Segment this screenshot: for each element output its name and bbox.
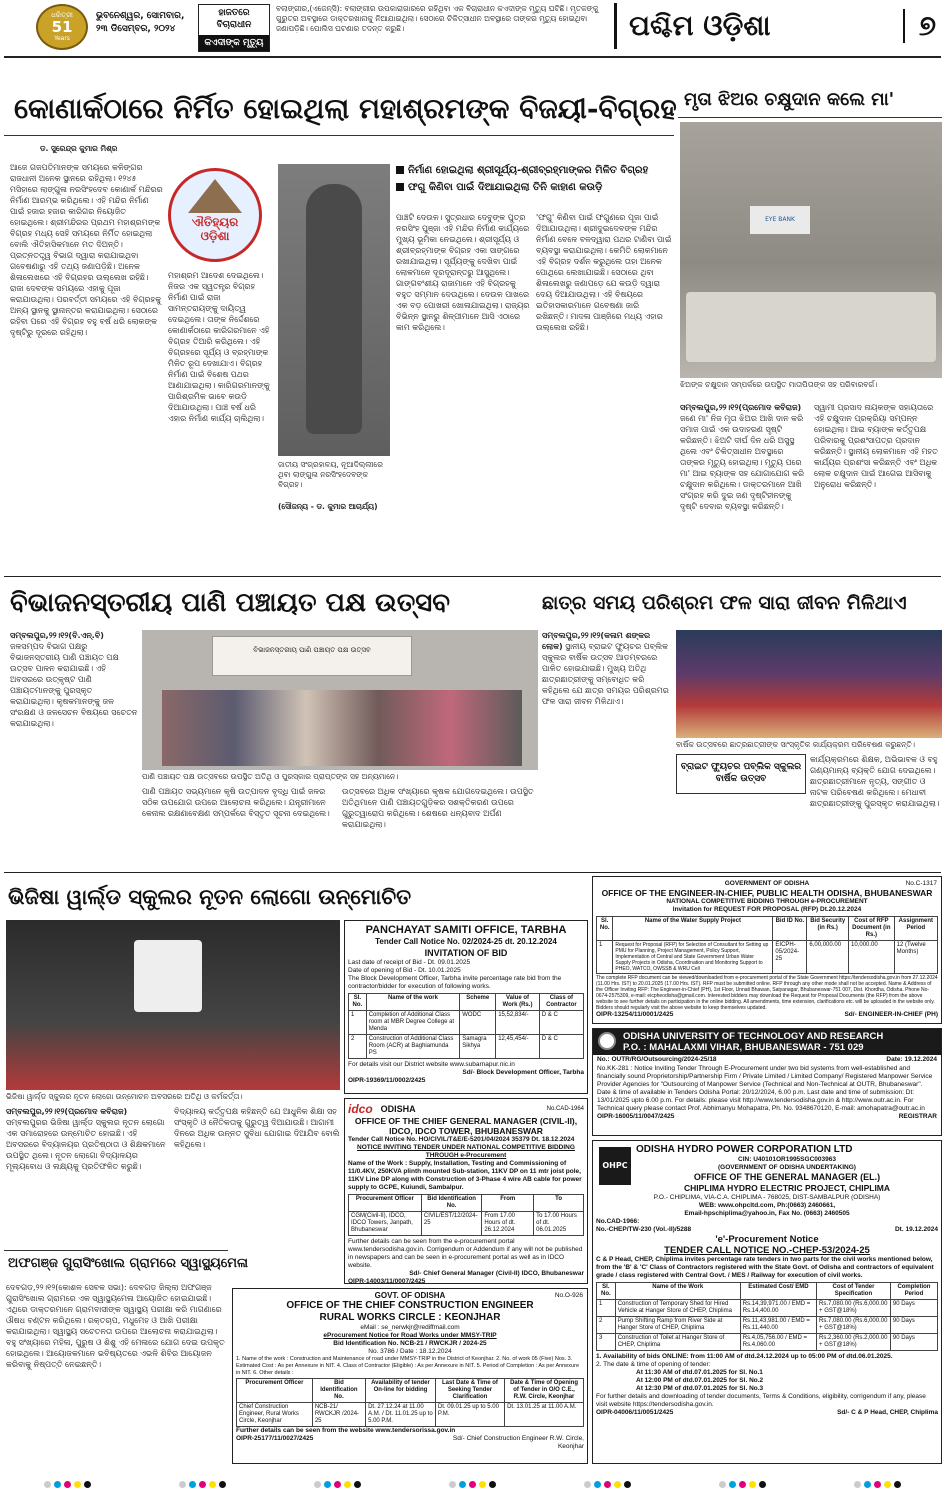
tarbha-body: The Block Development Officer, Tarbha invite percentage rate bid from the contractor/bidder for execution of following works. <box>348 975 562 990</box>
idco-logo-row <box>348 1102 584 1116</box>
table-cell: 12 (Twelve Months) <box>894 941 937 974</box>
masthead-date <box>96 10 196 36</box>
registration-dot <box>739 1481 746 1488</box>
table-header-cell: Estimated Cost/ EMD <box>740 1283 816 1300</box>
rw-bid: Bid Identification No. NCB-21 / RWCKJR / 2024-25 <box>333 1340 487 1347</box>
ohpc-mail: Email-hpschiplima@yahoo.in, Fax No. (0663) 2460505 <box>684 1210 850 1217</box>
eye-caption: ଝିଅଙ୍କ ଚକ୍ଷୁଦାନ ସମ୍ପର୍କରେ ଉପସ୍ଥିତ ମାତାପିତାଙ୍କ ସହ ପରିବାରବର୍ଗ। <box>680 380 878 389</box>
ohpc-sub: 'e'-Procurement Notice <box>715 1234 819 1245</box>
health-headline: ଅଫଗଞ୍ଜ ଗୁରାସିଂଖୋଲ ଗ୍ରାମରେ ସ୍ୱାସ୍ଥ୍ୟମେଳା <box>8 1256 248 1271</box>
heritage-logo <box>168 168 262 262</box>
ohpc-gov: (GOVERNMENT OF ODISHA UNDERTAKING) <box>718 1164 856 1171</box>
water-col-1-text: ଜଳସମ୍ପଦ ବିଭାଗ ପକ୍ଷରୁ ବିଭାଜନସ୍ତରୀୟ ପାଣି ପଞ୍ଚାୟତ ପକ୍ଷ ଉତ୍ସବ ପାଳନ କରାଯାଇଛି। ଏହି ଅବସରରେ ଉତ୍କୃଷ୍ଟ ପାଣି ପଞ୍ଚାୟତମାନଙ୍କୁ ପୁରସ୍କୃତ କରାଯାଇଥିଲା। କୃଷକମାନଙ୍କୁ ଜଳ ସଂରକ୍ଷଣ ଓ ଜଳସେଚନ ବିଷୟରେ ସଚେତନ କରାଯାଇଥିଲା। <box>10 642 138 728</box>
table-row <box>597 1317 938 1334</box>
eye-col-1 <box>680 402 808 572</box>
outr-no: No.: OUTR/RG/Outsourcing/2024-25/18 <box>597 1056 717 1063</box>
tarbha-table <box>348 993 584 1059</box>
registration-dot <box>584 1481 591 1488</box>
table-header-cell: Scheme <box>460 994 496 1011</box>
rw-items: 1. Name of the work : Construction and Maintenance of road under MMSY-TRIP in the District of Keonjhar. 2. No. of work 05 (Five) Nos. 3. Estimated Cost : As per Annexure in NIT. 4. Class of Contractor (Eligible) : As per Annexure in NIT. 5. Period of Completion : As per Annexure in NIT. 6. Other details : <box>236 1356 580 1376</box>
lead-photo-credit: (ସୌଜନ୍ୟ - ଡ. କୁମାର ଆଚାର୍ଯ୍ୟ) <box>278 502 378 511</box>
tarbha-sign: Sd/- Block Development Officer, Tarbha <box>462 1069 584 1076</box>
water-banner-text: ବିଭାଜନସ୍ତରୀୟ ପାଣି ପଞ୍ଚାୟତ ପକ୍ଷ ଉତ୍ସବ <box>253 646 371 654</box>
rw-title: OFFICE OF THE CHIEF CONSTRUCTION ENGINEER <box>286 1300 534 1311</box>
date-line-1: ଭୁବନେଶ୍ୱର, ସୋମବାର, <box>96 11 185 21</box>
rw-email: eMail : se_nerwkjr@rediffmail.com <box>360 1324 460 1331</box>
table-cell: Construction of Temporary Shed for Hired Vehicle at Hanger Store of CHEP, Chiplima <box>615 1300 740 1317</box>
lead-headline-box <box>4 84 677 136</box>
table-cell: Rs.11,43,981.00 / EMD = Rs.11,440.00 <box>740 1317 816 1334</box>
rw-title-2: RURAL WORKS CIRCLE : KEONJHAR <box>319 1312 501 1323</box>
section-rule-1 <box>4 576 941 577</box>
tarbha-code: OIPR-19369/11/0002/2425 <box>348 1077 426 1084</box>
ohpc-project: CHIPLIMA HYDRO ELECTRIC PROJECT, CHIPLIMA <box>683 1183 891 1193</box>
ohpc-code: OIPR-04006/11/0051/2425 <box>596 1409 674 1416</box>
registration-dot <box>324 1481 331 1488</box>
table-header-cell: Last Date & Time of Seeking Tender Clarification <box>435 1379 504 1403</box>
table-row <box>597 1334 938 1351</box>
rw-gov: GOVT. OF ODISHA <box>374 1291 446 1300</box>
registration-dot <box>189 1481 196 1488</box>
registration-dot <box>199 1481 206 1488</box>
registration-dot <box>354 1481 361 1488</box>
tarbha-table-header <box>349 994 584 1011</box>
table-row <box>349 1011 584 1035</box>
lead-subhead-2-text: ଫଗୁ କିଣିବା ପାଇଁ ଦିଆଯାଇଥିଲା ତିନି କାହାଣ କଉଡ଼ି <box>408 182 603 193</box>
table-header-cell: Assignment Period <box>894 917 937 941</box>
idco-table <box>348 1194 584 1236</box>
registration-dot <box>864 1481 871 1488</box>
odisha-logo: ODISHA <box>380 1104 416 1114</box>
lead-col-1: ଆଜେ ଗଜପତିମାନଙ୍କ ସମୟରେ କଳିଙ୍ଗର ରାଜଧାନୀ ଅନେକ ସ୍ଥାନରେ ରହିଥିଲା। ୧୨୪୫ ମସିହାରେ ଲାଙ୍ଗୁଳା ନରସିଂହଦେବ କୋଣାର୍କ ମନ୍ଦିରର ନିର୍ମାଣ ଆରମ୍ଭ କରିଥିଲେ। ଏହି ମନ୍ଦିର ନିର୍ମାଣ ପାଇଁ ହଜାର ହଜାର କାରିଗର ନିୟୋଜିତ ହୋଇଥିଲେ। ଶ୍ରୀମନ୍ଦିରର ପ୍ରଥମ ମହାଶ୍ରମଙ୍କ ବିଗ୍ରହ ମଧ୍ୟ ସେହି ସମୟରେ ନିର୍ମିତ ହୋଇଥିଲା ବୋଲି ଐତିହାସିକମାନେ ମତ ଦିଅନ୍ତି। ପ୍ରତ୍ନତତ୍ତ୍ୱ ବିଭାଗ ଦ୍ୱାରା କରାଯାଇଥିବା ଗବେଷଣାରୁ ଏହି ତଥ୍ୟ ଜଣାପଡ଼ିଛି। ଅନେକ ଶିଳାଲେଖରେ ଏହି ବିଗ୍ରହର ଉଲ୍ଲେଖ ରହିଛି। ରାଜା ଦେବଙ୍କ ସମୟରେ ଏହାକୁ ପୂଜା କରାଯାଉଥିଲା। ପରବର୍ତ୍ତୀ ସମୟରେ ଏହି ବିଗ୍ରହକୁ ଅନ୍ୟ ସ୍ଥାନକୁ ସ୍ଥାନାନ୍ତର କରାଯାଇଥିଲା। ସେଠାରେ ରହିବା ପରେ ଏହି ବିଗ୍ରହ ବହୁ ବର୍ଷ ଧରି ଲୋକଙ୍କ ଦୃଷ୍ଟିରୁ ଦୂରରେ ରହିଥିଲା। <box>10 163 163 337</box>
table-cell: 90 Days <box>890 1300 937 1317</box>
water-dateline: ସମ୍ବଲପୁର,୨୨।୧୨(ବି.ଏନ୍.ବି) <box>10 631 104 640</box>
table-cell: 90 Days <box>890 1317 937 1334</box>
outr-code: OIPR-16005/11/0047/2425 <box>597 1113 675 1120</box>
registration-dot <box>469 1481 476 1488</box>
table-row <box>597 941 938 974</box>
table-row <box>349 1035 584 1059</box>
table-cell: WODC <box>460 1011 496 1035</box>
health-body: ଦେବଗଡ଼,୨୨।୧୨(କୋଶଳ ସେବକ ସଭା): ଦେବଗଡ଼ ଜିଲ୍ଲା ଅଫଗଞ୍ଜ ଗୁରାସିଂଖୋଲ ଗ୍ରାମରେ ଏକ ସ୍ୱାସ୍ଥ୍ୟମେଳା ଆୟୋଜିତ ହୋଇଯାଇଛି। ଏଥିରେ ଡାକ୍ତରମାନେ ଗ୍ରାମବାସୀଙ୍କ ସ୍ୱାସ୍ଥ୍ୟ ପରୀକ୍ଷା କରି ମାଗଣାରେ ଔଷଧ ବଣ୍ଟନ କରିଥିଲେ। ରକ୍ତଚାପ, ମଧୁମେହ ଓ ଆଖି ପରୀକ୍ଷା କରାଯାଇଥିଲା। ସ୍ୱାସ୍ଥ୍ୟ ସଚେତନତା ଉପରେ ଆଲୋଚନା କରାଯାଇଥିଲା। ବହୁ ସଂଖ୍ୟାରେ ମହିଳା, ପୁରୁଷ ଓ ଶିଶୁ ଏହି ମେଳାରେ ଯୋଗ ଦେଇ ଉପକୃତ ହୋଇଥିଲେ। ଆୟୋଜକମାନେ ଭବିଷ୍ୟତରେ ଏଭଳି ଶିବିର ଆୟୋଜନ କରିବାକୁ ନିଷ୍ପତ୍ତି ନେଇଛନ୍ତି। <box>6 1283 225 1369</box>
section-title-box <box>614 3 944 49</box>
tarbha-sub: INVITATION OF BID <box>424 948 508 958</box>
table-cell: CGM(Civil-II), IDCO, IDCO Towers, Janpath, Bhubaneswar <box>349 1212 422 1236</box>
table-header-cell: Bid Identification No. <box>312 1379 365 1403</box>
table-cell: Samagra Sikhya <box>460 1035 496 1059</box>
table-header-cell: Cost of Tender Specification <box>817 1283 891 1300</box>
table-header-cell: Sl. No. <box>349 994 367 1011</box>
ohpc-table <box>596 1282 938 1351</box>
registration-dot <box>479 1481 486 1488</box>
badge-top: ଧରିତ୍ରୀ <box>51 11 73 19</box>
bullet-icon <box>396 166 404 174</box>
print-color-bar <box>0 1474 945 1494</box>
ohpc-title: ODISHA HYDRO POWER CORPORATION LTD <box>636 1144 853 1155</box>
masthead <box>0 0 945 56</box>
registration-dot <box>314 1481 321 1488</box>
badge-number: 51 <box>51 18 73 36</box>
tarbha-opening: Date of opening of Bid - Dt. 10.01.2025 <box>348 967 461 974</box>
university-seal-icon <box>598 1032 616 1050</box>
registration-dot <box>179 1481 186 1488</box>
table-cell: Rs.4,05,756.00 / EMD = Rs.4,060.00 <box>740 1334 816 1351</box>
ohpc-op-3: At 12:30 PM of dtd.07.01.2025 for Sl. No.3 <box>636 1385 764 1392</box>
lead-col-2: ମହାଶ୍ରମ ଆଦେଶ ଦେଇଥିଲେ। ନିଜର ଏକ ସ୍ୱତନ୍ତ୍ର ବିଗ୍ରହ ନିର୍ମାଣ ପାଇଁ ରାଜା ସାମନ୍ତରାୟଙ୍କୁ ଦାୟିତ୍ୱ ଦେଇଥିଲେ। ତାଙ୍କ ନିର୍ଦ୍ଦେଶରେ କୋଣାର୍କଠାରେ କାରିଗରମାନେ ଏହି ବିଗ୍ରହ ତିଆରି କରିଥିଲେ। ଏହି ବିଗ୍ରହରେ ସୂର୍ଯ୍ୟ ଓ ବ୍ରହ୍ମାଙ୍କ ମିଳିତ ରୂପ ଦେଖାଯାଏ। ବିଗ୍ରହ ନିର୍ମାଣ ପାଇଁ ବିଶେଷ ପଥର ଆଣାଯାଇଥିଲା। କାରିଗରମାନଙ୍କୁ ପାରିଶ୍ରମିକ ଭାବେ କଉଡ଼ି ଦିଆଯାଉଥିଲା। ପାଞ୍ଚ ବର୍ଷ ଧରି ଏହାର ନିର୍ମାଣ କାର୍ଯ୍ୟ ଚାଲିଥିଲା। <box>168 271 270 423</box>
table-cell: EICPH-05/2024-25 <box>773 941 807 974</box>
vss-col-1-text: ସମ୍ବଲପୁରର ଭିଜିଷା ୱାର୍ଲ୍ଡ ସ୍କୁଲର ନୂତନ ଲୋଗୋ ଏକ ସମାରୋହରେ ଉନ୍ମୋଚିତ ହୋଇଛି। ଏହି ଅବସରରେ ବିଦ୍ୟାଳୟର ପ୍ରତିଷ୍ଠାତା ଓ ଶିକ୍ଷକମାନେ ଉପସ୍ଥିତ ଥିଲେ। ନୂତନ ଲୋଗୋ ବିଦ୍ୟାଳୟର ମୂଲ୍ୟବୋଧ ଓ ଲକ୍ଷ୍ୟକୁ ପ୍ରତିଫଳିତ କରୁଛି। <box>6 1118 166 1171</box>
table-cell: Dt. 27.12.24 at 11.00 A.M. / Dt. 11.01.25 up to 5.00 P.M. <box>366 1403 436 1427</box>
table-header-cell: Value of Work (Rs.) <box>496 994 540 1011</box>
phe-gov: GOVERNMENT OF ODISHA <box>724 880 810 887</box>
students-headline-box <box>542 584 942 624</box>
ohpc-date: Dt. 19.12.2024 <box>894 1226 938 1233</box>
table-cell: Dt. 09.01.25 up to 5.00 P.M. <box>435 1403 504 1427</box>
table-cell: 1 <box>597 1300 616 1317</box>
ohpc-op-1: At 11:30 AM of dtd.07.01.2025 for Sl. No.1 <box>636 1369 763 1376</box>
table-cell: CIVIL/EST/12/2024-25 <box>421 1212 481 1236</box>
lead-subhead-2 <box>396 181 674 194</box>
table-cell: 2 <box>349 1035 367 1059</box>
registration-dot <box>614 1481 621 1488</box>
vss-photo <box>6 920 340 1090</box>
table-header-cell: Class of Contractor <box>539 994 583 1011</box>
registration-dot <box>729 1481 736 1488</box>
eye-headline-box <box>678 84 942 118</box>
eye-col-1-text: ଜଣେ ମା' ନିଜ ମୃତା ଝିଅର ଆଖି ଦାନ କରି ସମାଜ ପାଇଁ ଏକ ଉଦାହରଣ ସୃଷ୍ଟି କରିଛନ୍ତି। ଝିଅଟି ଦୀର୍ଘ ଦିନ ଧରି ଅସୁସ୍ଥ ଥିଲେ ଏବଂ ଚିକିତ୍ସାଧୀନ ଅବସ୍ଥାରେ ତାଙ୍କର ମୃତ୍ୟୁ ହୋଇଥିଲା। ମୃତ୍ୟୁ ପରେ ମା' ଆଇ ବ୍ୟାଙ୍କ ସହ ଯୋଗାଯୋଗ କରି ଚକ୍ଷୁଦାନ କରିଥିଲେ। ଡାକ୍ତରମାନେ ଆଖି ସଂଗ୍ରହ କରି ଦୁଇ ଜଣ ଦୃଷ୍ଟିହୀନଙ୍କୁ ଦୃଷ୍ଟି ଦେବାର ବ୍ୟବସ୍ଥା କରିଛନ୍ତି। <box>680 414 805 511</box>
registration-dot <box>759 1481 766 1488</box>
ohpc-office: OFFICE OF THE GENERAL MANAGER (EL.) <box>693 1172 881 1182</box>
eye-bank-banner-text: EYE BANK <box>765 216 795 223</box>
table-cell: Pump Shifting Ramp from River Side at Hanger Store of CHEP, Chiplima <box>615 1317 740 1334</box>
table-cell: D & C <box>539 1035 583 1059</box>
registration-dot <box>874 1481 881 1488</box>
lead-subhead-1-text: ନିର୍ମାଣ ହୋଇଥିଲା ଶ୍ରୀସୂର୍ଯ୍ୟ-ଶ୍ରୀବ୍ରହ୍ମାଙ୍କର ମିଳିତ ବିଗ୍ରହ <box>408 165 649 176</box>
table-cell: Construction of Additional Class Room (ACR) at Baghiamunda PS <box>366 1035 459 1059</box>
water-col-2: ପାଣି ପଞ୍ଚାୟତ ସଭ୍ୟମାନେ କୃଷି ଉତ୍ପାଦନ ବୃଦ୍ଧି ପାଇଁ ଜଳର ସଠିକ ଉପଯୋଗ ଉପରେ ଆଲୋଚନା କରିଥିଲେ। ଯନ୍ତ୍ରୀମାନେ କେନାଲ ରକ୍ଷଣାବେକ୍ଷଣ ସମ୍ପର୍କରେ ବିସ୍ତୃତ ସୂଚନା ଦେଇଥିଲେ। <box>142 787 330 818</box>
outr-footer <box>593 1113 941 1121</box>
phe-no: No.C-1317 <box>905 880 937 887</box>
custody-death: କଏଦୀଙ୍କ ମୃତ୍ୟୁ <box>199 35 269 51</box>
table-cell: 1 <box>597 941 613 974</box>
registration-dot <box>719 1481 726 1488</box>
idco-code: OIPR-14003/11/0007/2425 <box>348 1278 426 1285</box>
table-header-cell: Date & Time of Opening of Tender in O/O C.E., R.W. Circle, Keonjhar <box>505 1379 584 1403</box>
students-caption: ବାର୍ଷିକ ଉତ୍ସବରେ ଛାତ୍ରଛାତ୍ରୀଙ୍କ ସାଂସ୍କୃତିକ କାର୍ଯ୍ୟକ୍ରମ ପରିବେଷଣ କରୁଛନ୍ତି। <box>676 740 916 749</box>
registration-dot <box>54 1481 61 1488</box>
students-col-2: କାର୍ଯ୍ୟକ୍ରମରେ ଶିକ୍ଷକ, ଅଭିଭାବକ ଓ ବହୁ ଗଣ୍ୟମାନ୍ୟ ବ୍ୟକ୍ତି ଯୋଗ ଦେଇଥିଲେ। ଛାତ୍ରଛାତ୍ରୀମାନେ ନୃତ୍ୟ, ସଙ୍ଗୀତ ଓ ନାଟକ ପରିବେଷଣ କରିଥିଲେ। ମେଧାବୀ ଛାତ୍ରଛାତ୍ରୀଙ୍କୁ ପୁରସ୍କୃତ କରାଯାଇଥିଲା। <box>810 755 940 808</box>
ohpc-notice: TENDER CALL NOTICE NO.-CHEP-53/2024-25 <box>664 1245 870 1256</box>
registration-dot <box>624 1481 631 1488</box>
table-cell: 90 Days <box>890 1334 937 1351</box>
outr-body-2: Date & time of available in Tenders Odisha Portal: 20/12/2024, 6.00 p.m. Last date and time of submission: Dt: 13/01/2025 upto 6.00 p.m. For details: please visit http://www.tendersodisha.gov.in & http://www.outr.ac.in. For Technical query please contact Prof. Abhimanyu Mohapatra, Ph. No. 9348670120, E-mail: amohapatra@outr.ac.in <box>597 1089 925 1112</box>
water-caption: ପାଣି ପଞ୍ଚାୟତ ପକ୍ଷ ଉତ୍ସବରେ ଉପସ୍ଥିତ ଅତିଥି ଓ ପୁରସ୍କାର ପ୍ରାପ୍ତଙ୍କ ସହ ଅନ୍ୟମାନେ। <box>142 772 399 781</box>
students-inset-title: ବ୍ରାଇଟ ଫ୍ୟୁଚର ପବ୍ଲିକ ସ୍କୁଲର ବାର୍ଷିକ ଉତ୍ସବ <box>680 762 802 784</box>
idco-title: OFFICE OF THE CHIEF GENERAL MANAGER (CIVIL-II), IDCO, IDCO TOWER, BHUBANESWAR <box>354 1116 578 1136</box>
table-header-cell: Procurement Officer <box>237 1379 313 1403</box>
outr-body: No.KK-281 : Notice Inviting Tender Through E-Procurement under two bid systems from well-established and financially sound Proprietorship/Partnership Firm / Private Limited / Limited Company/ Registered Manpower Service Provider Agencies for "Outsourcing of Manpower Service (Technical and Non-Technical at OUTR, Bhubaneswar". <box>597 1065 933 1088</box>
table-header-cell: Bid ID No. <box>773 917 807 941</box>
idco-body: Further details can be seen from the e-procurement portal www.tendersodisha.gov.in. Corrigendum or Addendum if any will not be published in newspapers and can be seen in e-procurement portal as well as in IDCO website. <box>348 1238 583 1269</box>
vss-logo-board <box>134 940 202 1012</box>
rw-further: Further details can be seen from the website www.tendersorissa.gov.in <box>236 1427 456 1434</box>
table-cell: Request for Proposal (RFP) for Selection of Consultant for Setting up PMU for Planning, Project Management, Policy Support, Implementation of Central and State Government Urban Water Supply Projects in Odisha, Coordination and Monitoring Support to PHEO, WATCO, OWSSB & WRU Cell <box>613 941 773 974</box>
outr-no-row <box>593 1055 941 1065</box>
eye-bank-banner <box>750 206 810 234</box>
table-cell: Rs.7,080.00 (Rs.6,000.00 + GST@18%) <box>817 1317 891 1334</box>
idco-notice: Tender Call Notice No. HO/CIVIL/T&E/E-5201/04/2024 35379 Dt. 18.12.2024 <box>348 1136 575 1143</box>
ohpc-no: No.CAD-1966: <box>596 1218 640 1225</box>
table-header-cell: Procurement Officer <box>349 1195 422 1212</box>
lead-headline: କୋଣାର୍କଠାରେ ନିର୍ମିତ ହୋଇଥିଲା ମହାଶ୍ରମଙ୍କ ବିଜୟୀ-ବିଗ୍ରହ <box>14 92 677 125</box>
vss-headline: ଭିଜିଷା ୱାର୍ଲ୍ଡ ସ୍କୁଲର ନୂତନ ଲୋଗୋ ଉନ୍ମୋଚିତ <box>8 884 412 909</box>
date-line-2: ୨୩ ଡିସେମ୍ବର, ୨୦୨୪ <box>96 24 176 34</box>
phe-table-header <box>597 917 938 941</box>
registration-mark-group <box>44 1481 91 1488</box>
registration-dot <box>74 1481 81 1488</box>
lead-col-4: 'ଫଗୁ' କିଣିବା ପାଇଁ ଫଗୁଣରେ ପୂଜା ପାଇଁ ଦିଆଯାଉଥିଲା। ଶ୍ରୀଦୁଇଦେବଙ୍କ ମନ୍ଦିର ନିର୍ମାଣ ବେଳେ ବଳଦ୍ୱାରା ପଥର ଟାଣିବା ପାଇଁ ବ୍ୟବସ୍ଥା କରାଯାଇଥିଲା। କେମିତି ଲୋକମାନେ ଏହି ବିଗ୍ରହ ଦର୍ଶନ କରୁଥିଲେ ତାହା ଅନେକ ପୋଥିରେ ଲେଖାଯାଇଛି। ସେଠାରେ ଥିବା ଶିଳାଲେଖରୁ ଜଣାପଡ଼େ ଯେ କଉଡ଼ି ଦ୍ୱାରା ଦେୟ ଦିଆଯାଉଥିଲା। ଏହି ବିଷୟରେ ଇତିହାସକାରମାନେ ଗବେଷଣା ଜାରି ରଖିଛନ୍ତି। ମାଦଳା ପାଞ୍ଜିରେ ମଧ୍ୟ ଏହାର ଉଲ୍ଲେଖ ରହିଛି। <box>536 213 672 332</box>
water-col-1 <box>10 630 138 870</box>
tarbha-notice: Tender Call Notice No. 02/2024-25 dt. 20.12.2024 <box>375 937 557 946</box>
rw-no: No.O-926 <box>554 1292 583 1299</box>
ad-idco <box>344 1098 588 1284</box>
phe-body: The complete RFP document can be viewed/downloaded from e-procurement portal of the State Government https://tendersodisha.gov.in from 27.12.2024 (11.00 Hrs. IST) to 20.01.2025 (17.00 Hrs. IST). RFP must be submitted online. RFP through any other mode shall not be accepted. Name & Address of the Officer Inviting RFP: The Engineer-in-Chief (PH), 1st Floor, Unnati Bhawan, Satyanagar, Bhubaneswar-751 007, Dist. Khordha, Odisha. Phone No-0674-2575309, e-mail: eicpheodisha@gmail.com. Interested bidders may download the Request for Proposal Documents (the RFP) from the above website to see further details on participation in the online bidding. All amendments, time extension, clarifications etc. will be uploaded in the website only. Bidders should regularly visit the above website to keep themselves updated. <box>596 975 938 1011</box>
rw-code: OIPR-25177/11/0027/2425 <box>236 1435 314 1442</box>
table-cell: Chief Construction Engineer, Rural Works Circle, Keonjhar <box>237 1403 313 1427</box>
table-row <box>237 1403 584 1427</box>
lead-subheads <box>396 164 674 194</box>
water-banner <box>212 636 412 676</box>
anniversary-badge <box>36 4 88 50</box>
registration-dot <box>894 1481 901 1488</box>
ohpc-table-header <box>597 1283 938 1300</box>
outr-title-2: P.O. : MAHALAXMI VIHAR, BHUBANESWAR - 751 029 <box>623 1042 864 1053</box>
phe-title: OFFICE OF THE ENGINEER-IN-CHIEF, PUBLIC HEALTH ODISHA, BHUBANESWAR <box>601 888 933 898</box>
eye-dateline: ସମ୍ବଲପୁର,୨୨।୧୨(ପ୍ରମୋଦ କବିରାଜ) <box>680 403 802 412</box>
ohpc-further: For further details and downloading of tender documents, Terms & Conditions, eligibility, corrigendum if any, please visit website https://tendersodisha.gov.in. <box>596 1393 926 1408</box>
section-title: ପଶ୍ଚିମ ଓଡ଼ିଶା <box>629 9 771 42</box>
ohpc-op-2: At 12:00 PM of dtd.07.01.2025 for Sl. No.2 <box>636 1377 764 1384</box>
ohpc-body: C & P Head, CHEP, Chiplima invites percentage rate tenders in two parts for the civil works mentioned below, from the 'B' & 'C' Class of Contractors registered with the State Govt. of Odisha and contractors of equivalent grade / class registered with Central Govt. / MES / Railway for execution of civil works. <box>596 1256 934 1279</box>
registration-mark-group <box>719 1481 766 1488</box>
idco-table-header <box>349 1195 584 1212</box>
table-header-cell: To <box>534 1195 584 1212</box>
registration-dot <box>209 1481 216 1488</box>
students-dateline: ସମ୍ବଲପୁର,୨୨।୧୨(କଳାମ ଶଙ୍କର ଲୋକ) <box>542 631 651 651</box>
table-row <box>597 1300 938 1317</box>
registration-dot <box>64 1481 71 1488</box>
table-cell: Completion of Additional Class room at MBR Degree College at Menda <box>366 1011 459 1035</box>
phe-sign: Sd/- ENGINEER-IN-CHIEF (PH) <box>844 1011 938 1018</box>
table-header-cell: Availability of tender On-line for bidding <box>366 1379 436 1403</box>
lead-col-3: ପାଞ୍ଚଟି ଦେଉଳ। ସୁତ୍ରଧାର ଦେବୁଙ୍କ ପୁତ୍ର ନରସିଂହ ପୁଞ୍ଜା ଏହି ମନ୍ଦିର ନିର୍ମାଣ କାର୍ଯ୍ୟରେ ମୁଖ୍ୟ ଭୂମିକା ନେଇଥିଲେ। ଶ୍ରୀସୂର୍ଯ୍ୟ ଓ ଶ୍ରୀବ୍ରହ୍ମାଙ୍କ ବିଗ୍ରହ ଏକା ସାଙ୍ଗରେ ରଖାଯାଇଥିଲା। ସୂର୍ଯ୍ୟଙ୍କୁ ଦେଖିବା ପାଇଁ ଲୋକମାନେ ଦୂରଦୂରାନ୍ତରୁ ଆସୁଥିଲେ। ଗାଙ୍ଗବଂଶୀୟ ରାଜାମାନେ ଏହି ବିଗ୍ରହକୁ ବହୁତ ସମ୍ମାନ ଦେଉଥିଲେ। ଦେଉଳ ପାଖରେ ଏକ ବଡ଼ ପୋଖରୀ ଖୋଳାଯାଇଥିଲା। ରାଜ୍ୟର ବିଭିନ୍ନ ସ୍ଥାନରୁ ଶିଳ୍ପୀମାନେ ଆସି ଏଠାରେ କାମ କରିଥିଲେ। <box>396 213 530 332</box>
idco-logo: idco <box>348 1102 373 1116</box>
ad-ohpc <box>592 1140 942 1464</box>
phe-code: OIPR-13254/11/0001/2425 <box>596 1011 674 1018</box>
ohpc-cin: CIN: U40101OR1995SGC003963 <box>738 1156 836 1163</box>
water-people <box>162 690 522 766</box>
table-header-cell: From <box>482 1195 534 1212</box>
rw-footer <box>236 1435 584 1451</box>
water-headline-box <box>4 584 538 624</box>
registration-dot <box>449 1481 456 1488</box>
students-col-1 <box>542 630 672 870</box>
ad-outr <box>592 1028 942 1136</box>
ohpc-logo-text: OHPC <box>602 1161 628 1170</box>
lead-subhead-1 <box>396 164 674 177</box>
idco-sub: NOTICE INVITING TENDER UNDER NATIONAL COMPETITIVE BIDDING THROUGH e-Procurement <box>357 1144 575 1159</box>
students-photo <box>676 630 942 738</box>
ad-rural-works <box>232 1288 588 1464</box>
table-cell: 2 <box>597 1317 616 1334</box>
idco-work: Name of the Work : Supply, Installation, Testing and Commissioning of 11/0.4KV, 250KVA plinth mounted Sub-station, 11KV DP on 11 mtr joist pole, 11KV Line DP along with Construction of 3-Phase 4 wire AB cable for power supply to GCPE, Kuiundi, Sambalpur. <box>348 1160 582 1191</box>
idco-no: No.CAD-1964 <box>546 1106 584 1112</box>
table-header-cell: Bid Security (in Rs.) <box>807 917 849 941</box>
hospital-bed <box>686 292 936 362</box>
registration-mark-group <box>314 1481 361 1488</box>
tarbha-title: PANCHAYAT SAMITI OFFICE, TARBHA <box>365 924 567 936</box>
registration-mark-group <box>584 1481 631 1488</box>
outr-title-1: ODISHA UNIVERSITY OF TECHNOLOGY AND RESEARCH <box>623 1031 884 1042</box>
registration-dot <box>334 1481 341 1488</box>
phe-table <box>596 916 938 974</box>
table-cell: 12,45,454/- <box>496 1035 540 1059</box>
table-header-cell: Name of the work <box>366 994 459 1011</box>
rw-ref: No. 3786 / Date : 18.12.2024 <box>368 1348 452 1355</box>
outr-date: Date: 19.12.2024 <box>886 1056 937 1063</box>
table-header-cell: Name of the Water Supply Project <box>613 917 773 941</box>
table-header-cell: Bid Identification No. <box>421 1195 481 1212</box>
registration-mark-group <box>179 1481 226 1488</box>
vss-caption: ଭିଜିଷା ୱାର୍ଲ୍ଡ ସ୍କୁଲର ନୂତନ ଲୋଗୋ ଉନ୍ମୋଚନ ଅବସରରେ ଅତିଥି ଓ କର୍ମକର୍ତ୍ତା। <box>6 1092 243 1101</box>
table-cell: To 17.00 Hours of dt. 06.01.2025 <box>534 1212 584 1236</box>
registration-dot <box>749 1481 756 1488</box>
phe-footer <box>596 1011 938 1019</box>
vss-col-1 <box>6 1106 170 1246</box>
registration-dot <box>594 1481 601 1488</box>
table-cell: 15,52,834/- <box>496 1011 540 1035</box>
outr-sign: REGISTRAR <box>898 1113 937 1120</box>
table-cell: Construction of Toilet at Hanger Store of CHEP, Chiplima <box>615 1334 740 1351</box>
water-headline: ବିଭାଜନସ୍ତରୀୟ ପାଣି ପଞ୍ଚାୟତ ପକ୍ଷ ଉତ୍ସବ <box>10 588 450 618</box>
table-cell: 3 <box>597 1334 616 1351</box>
rw-table <box>236 1378 584 1427</box>
masthead-rule <box>4 56 941 58</box>
ohpc-avail: 1. Availability of bids ONLINE: from 11:00 AM of dtd.24.12.2024 up to 05:00 PM of dtd.06.01.2025. <box>596 1353 893 1360</box>
registration-dot <box>604 1481 611 1488</box>
water-photo <box>142 630 538 770</box>
masthead-brief: ବଲାଙ୍ଗୀର,(ଏଜେନ୍ସି): ବଲାଙ୍ଗୀର ଉପକାରାଗାରରେ ରହିଥିବା ଏକ ବିଚାରାଧୀନ କଏଦୀଙ୍କ ମୃତ୍ୟୁ ଘଟିଛି। ମୃତକଙ୍କୁ ଗୁରୁତର ଅବସ୍ଥାରେ ଡାକ୍ତରଖାନାକୁ ନିଆଯାଇଥିଲା। ସେଠାରେ ଚିକିତ୍ସାଧୀନ ଅବସ୍ଥାରେ ତାଙ୍କର ମୃତ୍ୟୁ ହୋଇଥିବା ଜଣାପଡ଼ିଛି। ପୋଲିସ ଘଟଣାର ତଦନ୍ତ କରୁଛି। <box>276 4 599 33</box>
ohpc-letter-row <box>596 1226 938 1234</box>
vss-headline-box <box>4 878 412 918</box>
table-header-cell: Sl. No. <box>597 917 613 941</box>
table-header-cell: Name of the Work <box>615 1283 740 1300</box>
idco-sign: Sd/- Chief General Manager (Civil-II) IDCO, Bhubaneswar <box>409 1270 584 1277</box>
registration-dot <box>84 1481 91 1488</box>
lead-byline: ଡ. ସୁରେନ୍ଦ୍ର କୁମାର ମିଶ୍ର <box>40 144 118 153</box>
phe-sub: NATIONAL COMPETITIVE BIDDING THROUGH e-PROCUREMENT <box>666 898 868 905</box>
bullet-icon <box>396 183 404 191</box>
outr-header <box>593 1029 941 1055</box>
statue-figure <box>306 184 362 434</box>
custody-box <box>198 4 270 52</box>
lead-statue-photo <box>278 164 390 456</box>
students-inset <box>676 754 806 794</box>
ohpc-sign: Sd/- C & P Head, CHEP, Chiplima <box>837 1409 938 1416</box>
heritage-logo-text: ଐତିହ୍ୟର ଓଡ଼ିଶା <box>191 215 239 243</box>
rw-table-header <box>237 1379 584 1403</box>
ohpc-opening: 2. The date & time of opening of tender: <box>596 1361 711 1368</box>
ohpc-letter: No.-CHEP/TW-230 (Vol.-II)/5288 <box>596 1226 692 1233</box>
table-cell: Rs.7,080.00 (Rs.6,000.00 + GST@18%) <box>817 1300 891 1317</box>
registration-dot <box>459 1481 466 1488</box>
ohpc-logo <box>599 1147 631 1185</box>
ad-phe <box>592 876 942 1024</box>
registration-mark-group <box>449 1481 496 1488</box>
vss-dateline: ସମ୍ବଲପୁର,୨୨।୧୨(ପ୍ରମୋଦ କବିରାଜ) <box>6 1107 128 1116</box>
tarbha-website: For details visit our District website www.subarnapur.nic.in <box>348 1061 515 1068</box>
badge-sub: Years <box>54 35 70 42</box>
registration-dot <box>489 1481 496 1488</box>
water-col-3: ଉତ୍ସବରେ ଅଧିକ ସଂଖ୍ୟାରେ କୃଷକ ଯୋଗଦେଇଥିଲେ। ଉପସ୍ଥିତ ଅତିଥିମାନେ ପାଣି ପଞ୍ଚାୟତଗୁଡ଼ିକର ସଶକ୍ତିକରଣ ଉପରେ ଗୁରୁତ୍ୱାରୋପ କରିଥିଲେ। ଶେଷରେ ଧନ୍ୟବାଦ ଅର୍ପଣ କରାଯାଇଥିଲା। <box>342 787 534 829</box>
ad-tarbha <box>344 920 588 1094</box>
section-rule-2 <box>4 872 941 873</box>
vss-col-2: ବିଦ୍ୟାଳୟ କର୍ତ୍ତୃପକ୍ଷ କହିଛନ୍ତି ଯେ ଆଧୁନିକ ଶିକ୍ଷା ସହ ସଂସ୍କୃତି ଓ ନୈତିକତାକୁ ଗୁରୁତ୍ୱ ଦିଆଯାଉଛି। ଆଗାମୀ ଦିନରେ ଅଧିକ ଉନ୍ନତ ସୁବିଧା ଯୋଗାଇ ଦିଆଯିବ ବୋଲି କହିଥିଲେ। <box>174 1107 340 1149</box>
registration-marks <box>0 1474 945 1494</box>
custody-label: ହାଜତରେ ବିଚାରାଧୀନ <box>216 8 252 30</box>
phe-invite: Invitation for REQUEST FOR PROPOSAL (RFP) Dt.20.12.2024 <box>672 906 862 913</box>
rw-sign: Sd/- Chief Construction Engineer R.W. Circle, Keonjhar <box>452 1435 584 1450</box>
heritage-logo-temple <box>188 179 242 213</box>
eye-col-2: ସ୍ୱାମୀ ପ୍ରସାଦ ନାୟକଙ୍କ ସହାୟତାରେ ଏହି ଚକ୍ଷୁଦାନ ପ୍ରକ୍ରିୟା ସମ୍ପନ୍ନ ହୋଇଥିଲା। ଆଇ ବ୍ୟାଙ୍କ କର୍ତ୍ତୃପକ୍ଷ ପରିବାରକୁ ପ୍ରଶଂସାପତ୍ର ପ୍ରଦାନ କରିଛନ୍ତି। ସ୍ଥାନୀୟ ଲୋକମାନେ ଏହି ମହତ କାର୍ଯ୍ୟର ପ୍ରଶଂସା କରିଛନ୍ତି ଏବଂ ଅଧିକ ଲୋକ ଚକ୍ଷୁଦାନ ପାଇଁ ଆଗେଇ ଆସିବାକୁ ଅନୁରୋଧ କରିଛନ୍ତି। <box>814 403 938 489</box>
ohpc-address: P.O.- CHIPLIMA, VIA-C.A. CHIPLIMA - 768025, DIST-SAMBALPUR (ODISHA) <box>653 1194 881 1201</box>
ohpc-footer <box>596 1409 938 1417</box>
students-headline: ଛାତ୍ର ସମୟ ପରିଶ୍ରମ ଫଳ ସାରା ଜୀବନ ମିଳିଥାଏ <box>542 592 907 614</box>
eye-photo <box>680 122 942 378</box>
ohpc-web: WEB: www.ohpcltd.com, Ph:(0663) 2460661, <box>698 1202 836 1209</box>
rw-sub: eProcurement Notice for Road Works under MMSY-TRIP <box>323 1332 497 1339</box>
table-cell: D & C <box>539 1011 583 1035</box>
page-number: ୭ <box>903 9 936 43</box>
students-col-1-text: ସ୍ଥାନୀୟ ବ୍ରାଇଟ ଫ୍ୟୁଚର ପବ୍ଲିକ ସ୍କୁଲର ବାର୍ଷିକ ଉତ୍ସବ ଆଡ଼ମ୍ବରରେ ପାଳିତ ହୋଇଯାଇଛି। ମୁଖ୍ୟ ଅତିଥି ଛାତ୍ରଛାତ୍ରୀଙ୍କୁ ସମ୍ବୋଧିତ କରି କହିଥିଲେ ଯେ ଛାତ୍ର ସମୟର ପରିଶ୍ରମର ଫଳ ସାରା ଜୀବନ ମିଳିଥାଏ। <box>542 642 669 706</box>
table-cell: 10,000.00 <box>849 941 895 974</box>
table-cell: Rs.2,360.00 (Rs.2,000.00 + GST@18%) <box>817 1334 891 1351</box>
registration-mark-group <box>854 1481 901 1488</box>
table-header-cell: Cost of RFP Document (in Rs.) <box>849 917 895 941</box>
table-row <box>349 1212 584 1236</box>
table-cell: From 17.00 Hours of dt. 26.12.2024 <box>482 1212 534 1236</box>
eye-headline: ମୃତା ଝିଅର ଚକ୍ଷୁଦାନ କଲେ ମା' <box>684 89 895 110</box>
tarbha-dates: Last date of receipt of Bid - Dt. 09.01.2025 <box>348 959 471 966</box>
registration-dot <box>219 1481 226 1488</box>
registration-dot <box>44 1481 51 1488</box>
lead-photo-caption <box>278 460 390 500</box>
registration-dot <box>854 1481 861 1488</box>
health-headline-box <box>4 1250 248 1280</box>
table-cell: Dt. 13.01.25 at 11.00 A.M. <box>505 1403 584 1427</box>
table-cell: 1 <box>349 1011 367 1035</box>
table-cell: 6,00,000.00 <box>807 941 849 974</box>
table-cell: Rs.14,39,971.00 / EMD = Rs.14,400.00 <box>740 1300 816 1317</box>
table-header-cell: Sl. No. <box>597 1283 616 1300</box>
lead-photo-caption-text: ଜାତୀୟ ସଂଗ୍ରହାଳୟ, ନୂଆଦିଲ୍ଲୀରେ ଥିବା ଲାଙ୍ଗୁଳା ନରସିଂହଦେବଙ୍କ ବିଗ୍ରହ। <box>278 460 383 489</box>
table-header-cell: Completion Period <box>890 1283 937 1300</box>
registration-dot <box>884 1481 891 1488</box>
registration-dot <box>344 1481 351 1488</box>
table-cell: NCB-21/ RWCKJR /2024-25 <box>312 1403 365 1427</box>
